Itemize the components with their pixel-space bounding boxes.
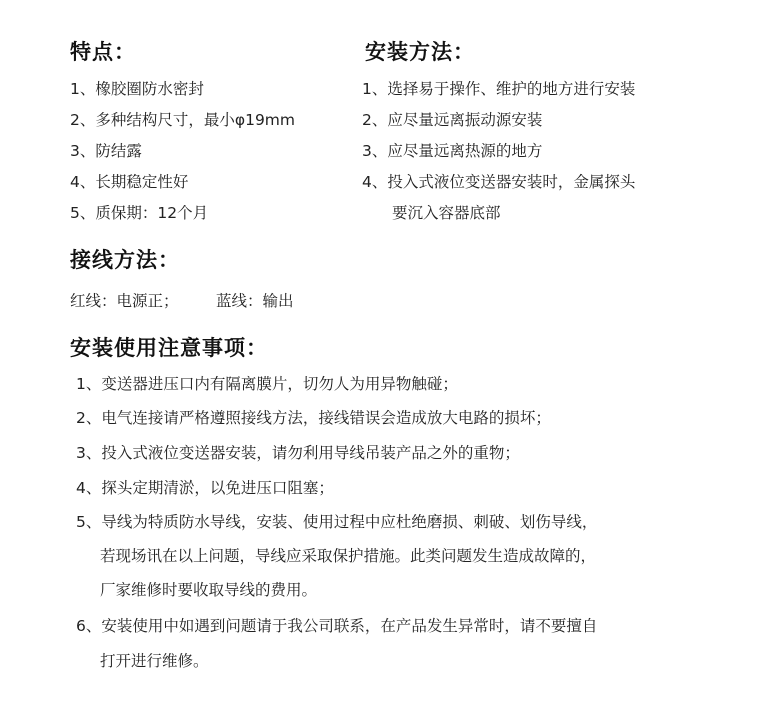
- feature-item-5: 5、质保期：12个月: [70, 204, 209, 222]
- installation-title: 安装方法：: [365, 40, 475, 64]
- feature-item-3: 3、防结露: [70, 142, 142, 160]
- installation-item-4: 4、投入式液位变送器安装时，金属探头: [362, 173, 636, 191]
- note-4: 4、探头定期清淤，以免进压口阻塞；: [76, 479, 334, 497]
- feature-item-4: 4、长期稳定性好: [70, 173, 189, 191]
- notes-title: 安装使用注意事项：: [70, 336, 268, 360]
- note-5-line-1: 5、导线为特质防水导线，安装、使用过程中应杜绝磨损、刺破、划伤导线，: [76, 513, 598, 531]
- installation-item-3: 3、应尽量远离热源的地方: [362, 142, 543, 160]
- note-5-line-2: 若现场讯在以上问题，导线应采取保护措施。此类问题发生造成故障的，: [100, 547, 597, 565]
- note-3: 3、投入式液位变送器安装，请勿利用导线吊装产品之外的重物；: [76, 444, 520, 462]
- installation-item-1: 1、选择易于操作、维护的地方进行安装: [362, 80, 636, 98]
- note-6-line-2: 打开进行维修。: [100, 652, 209, 670]
- note-2: 2、电气连接请严格遵照接线方法，接线错误会造成放大电路的损坏；: [76, 409, 551, 427]
- installation-item-4-continued: 要沉入容器底部: [392, 204, 501, 222]
- note-5-line-3: 厂家维修时要收取导线的费用。: [100, 581, 318, 599]
- features-title: 特点：: [70, 40, 136, 64]
- note-6-line-1: 6、安装使用中如遇到问题请于我公司联系，在产品发生异常时，请不要擅自: [76, 617, 598, 635]
- note-1: 1、变送器进压口内有隔离膜片，切勿人为用异物触碰；: [76, 375, 458, 393]
- feature-item-1: 1、橡胶圈防水密封: [70, 80, 204, 98]
- installation-item-2: 2、应尽量远离振动源安装: [362, 111, 543, 129]
- wiring-title: 接线方法：: [70, 248, 180, 272]
- wiring-red: 红线：电源正；: [70, 292, 179, 310]
- wiring-blue: 蓝线：输出: [216, 292, 294, 310]
- feature-item-2: 2、多种结构尺寸，最小φ19mm: [70, 111, 296, 129]
